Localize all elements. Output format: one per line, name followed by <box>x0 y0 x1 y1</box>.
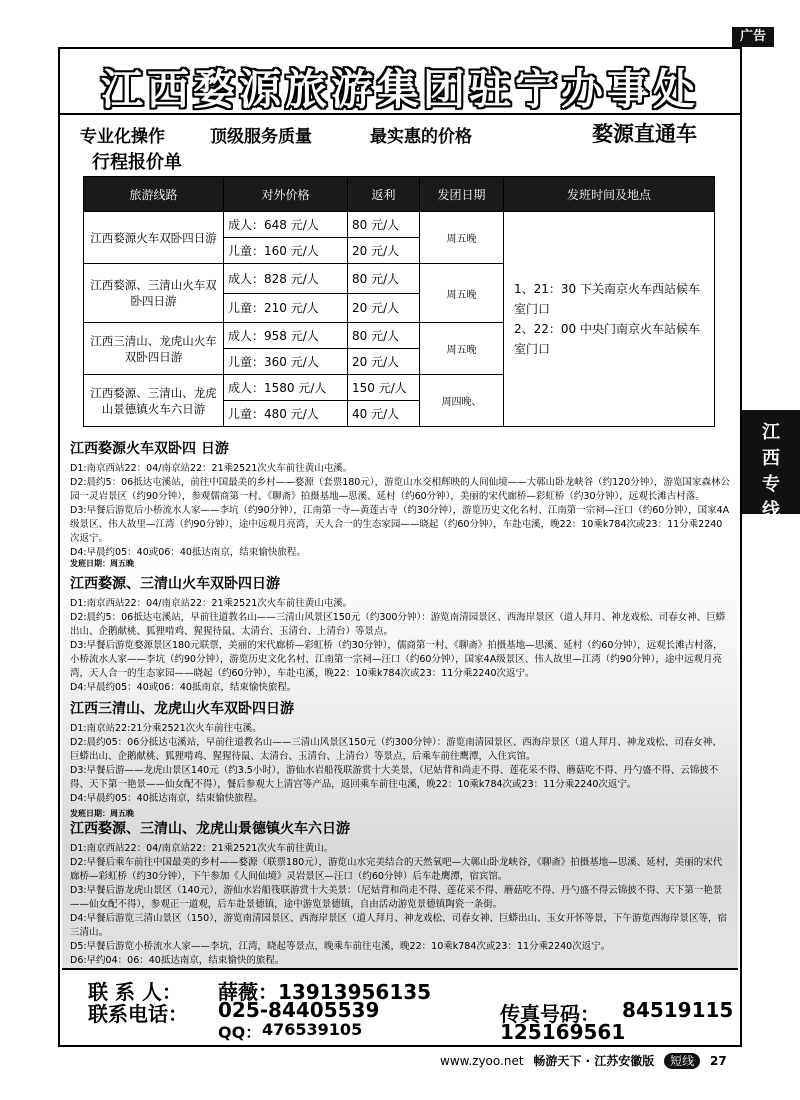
itinerary-day: D5:早餐后游览小桥流水人家——李坑，江湾，晓起等景点，晚乘车前往屯溪，晚22：10乘k784次或23：11分乘2240次返宁。 <box>70 941 611 952</box>
child-rebate: 40 元/人 <box>348 401 420 427</box>
child-price: 儿童：360 元/人 <box>224 349 348 375</box>
contact-qq: 476539105 <box>262 1020 363 1039</box>
footer-section-badge: 短线 <box>664 1053 700 1069</box>
depart-note: 发班日期：周五晚 <box>70 809 134 818</box>
itinerary-day: D2:晨约05：06分抵达屯溪站，早前往道教名山——三清山风景区150元（约300分钟）：游览南清园景区、西海岸景区（道人拜月、神龙戏松、司春女神、巨蟒出山、企鹅献桃、狐狸啃鸡、猩猩待鼠、太清台、玉清台、上清台）等景点，后乘车前往鹰潭，入住宾馆。 <box>70 737 722 762</box>
table-header-row <box>84 177 715 212</box>
itinerary-day: D3:早餐后游龙虎山景区（140元），游仙水岩船筏联游赏十大美景：（尼姑背和尚走不得、莲花采不得、蘑菇吃不得、丹勺盛不得云锦披不得、天下第一艳景——仙女配不得），参观正一道观，后车赴景德镇，途中游览景德镇，自由活动游览景德镇陶瓷一条街。 <box>70 885 723 910</box>
route-section-1 <box>70 438 730 560</box>
route-section-3 <box>70 698 730 823</box>
contact-phone: 025-84405539 <box>218 998 380 1022</box>
page-number: 27 <box>709 1054 727 1068</box>
contact-fax-2: 125169561 <box>500 1020 626 1044</box>
footer-url: www.zyoo.net <box>440 1054 524 1068</box>
adult-price: 成人：828 元/人 <box>224 264 348 294</box>
itinerary-day: D1:南京西站22：04/南京站22：21乘2521次火车前往黄山屯溪。 <box>70 598 353 609</box>
depart-note: 发班日期：周五晚 <box>70 559 134 568</box>
header <box>60 49 740 115</box>
depart-day: 周五晚 <box>420 323 504 375</box>
child-rebate: 20 元/人 <box>348 349 420 375</box>
slogan-price: 最实惠的价格 <box>370 127 472 147</box>
slogan-professional: 专业化操作 <box>80 127 165 147</box>
header-rebate: 返利 <box>348 177 420 212</box>
itinerary-day: D1:南京站22:21分乘2521次火车前往屯溪。 <box>70 723 262 734</box>
route-name: 江西婺源、三清山火车双卧四日游 <box>84 264 224 323</box>
itinerary-day: D4:早晨约05：40或06：40抵达南京，结束愉快旅程。 <box>70 547 306 558</box>
itinerary-day: D4:早晨约05：40抵达南京，结束愉快旅程。 <box>70 793 263 804</box>
slogan-service: 顶级服务质量 <box>210 127 312 147</box>
section-side-tab <box>742 410 800 521</box>
contact-block <box>62 968 738 1042</box>
child-price: 儿童：480 元/人 <box>224 401 348 427</box>
itinerary-day: D1:南京西站22：04/南京站22：21乘2521次火车前往黄山屯溪。 <box>70 463 353 474</box>
adult-price: 成人：648 元/人 <box>224 212 348 238</box>
footer <box>440 1052 733 1069</box>
itinerary-day: D6:早约04：06：40抵达南京，结束愉快的旅程。 <box>70 955 285 966</box>
child-price: 儿童：210 元/人 <box>224 293 348 323</box>
route-heading: 江西婺源、三清山、龙虎山景德镇火车六日游 <box>70 821 350 837</box>
contact-fax-label: 传真号码： <box>500 1002 600 1026</box>
table-row <box>84 212 715 238</box>
adult-price: 成人：1580 元/人 <box>224 375 348 401</box>
contact-person-label: 联 系 人： <box>88 980 182 1004</box>
child-rebate: 20 元/人 <box>348 238 420 264</box>
contact-person: 薛薇：13913956135 <box>218 980 432 1004</box>
itinerary-day: D4:早晨约05：40或06：40抵南京，结束愉快旅程。 <box>70 682 297 693</box>
adult-price: 成人：958 元/人 <box>224 323 348 349</box>
itinerary-day: D2:晨约5：06抵达屯溪站，前往中国最美的乡村——婺源（套票180元），游览山水交相辉映的人间仙境——大鄣山卧龙峡谷（约120分钟），游览国家森林公园一灵岩景区（约90分钟），参观儒商第一村、《聊斋》拍摄基地—思溪、延村（约60分钟），美丽的宋代廊桥—彩虹桥（约30分钟），远观长滩古村落。 <box>70 477 730 502</box>
adult-rebate: 150 元/人 <box>348 375 420 401</box>
route-heading: 江西三清山、龙虎山火车双卧四日游 <box>70 701 294 717</box>
route-name: 江西三清山、龙虎山火车双卧四日游 <box>84 323 224 375</box>
contact-qq-label: QQ： <box>218 1023 262 1042</box>
header-price: 对外价格 <box>224 177 348 212</box>
route-section-4 <box>70 818 730 968</box>
page-title: 江西婺源旅游集团驻宁办事处 <box>100 65 699 114</box>
depart-day: 周五晚 <box>420 264 504 323</box>
itinerary-day: D4:早餐后游览三清山景区（150），游览南清园景区、西海岸景区（道人拜月、神龙戏松、司春女神、巨蟒出山、玉女开怀等景，下午游览西海岸景区等，宿三清山。 <box>70 913 727 938</box>
depart-times <box>504 212 715 427</box>
contact-fax: 84519115 <box>622 998 734 1022</box>
adult-rebate: 80 元/人 <box>348 323 420 349</box>
depart-time-2: 2、22：00 中央门南京火车站候车室门口 <box>514 322 700 356</box>
header-times: 发班时间及地点 <box>504 177 715 212</box>
header-depart: 发团日期 <box>420 177 504 212</box>
depart-day: 周五晚 <box>420 212 504 264</box>
footer-magazine: 畅游天下 · 江苏安徽版 <box>533 1054 655 1068</box>
child-price: 儿童：160 元/人 <box>224 238 348 264</box>
header-route: 旅游线路 <box>84 177 224 212</box>
route-section-2 <box>70 556 730 695</box>
contact-phone-label: 联系电话： <box>88 1002 188 1026</box>
adult-rebate: 80 元/人 <box>348 264 420 294</box>
depart-day: 周四晚、 <box>420 375 504 427</box>
adult-rebate: 80 元/人 <box>348 212 420 238</box>
direct-bus-label: 婺源直通车 <box>592 122 697 146</box>
itinerary-day: D2:晨约5：06抵达屯溪站，早前往道教名山——三清山风景区150元（约300分钟）：游览南清园景区、西海岸景区（道人拜月、神龙戏松、司春女神、巨蟒出山、企鹅献桃、狐狸啃鸡、猩猩待鼠、太清台、玉清台、上清台）等景点。 <box>70 612 726 637</box>
route-name: 江西婺源、三清山、龙虎山景德镇火车六日游 <box>84 375 224 427</box>
itinerary-day: D2:早餐后乘车前往中国最美的乡村——婺源（联票180元），游览山水完美结合的天然氧吧—大鄣山卧龙峡谷，《聊斋》拍摄基地—思溪、延村，美丽的宋代廊桥—彩虹桥（约30分钟），下午参加《人间仙境》灵岩景区—汪口（约60分钟）后车赴鹰潭，宿宾馆。 <box>70 857 723 882</box>
itinerary-day: D1:南京西站22：04/南京站22：21乘2521次火车前往黄山。 <box>70 843 334 854</box>
ad-tag: 广告 <box>732 27 774 47</box>
side-tab-label: 江西专线 <box>762 422 780 521</box>
depart-time-1: 1、21：30 下关南京火车西站候车室门口 <box>514 282 700 316</box>
route-heading: 江西婺源、三清山火车双卧四日游 <box>70 576 280 592</box>
route-heading: 江西婺源火车双卧四 日游 <box>70 441 229 457</box>
price-table <box>83 176 715 427</box>
route-name: 江西婺源火车双卧四日游 <box>84 212 224 264</box>
itinerary-day: D3:早餐后游览后小桥流水人家——李坑（约90分钟），江南第一寺—黄莲古寺（约30分钟），游览历史文化名村、江南第一宗祠—汪口（约60分钟），国家4A级景区、伟人故里—江湾（约90分钟），途中远观月亮湾，天人合一的生态家园——晓起（约60分钟），车赴屯溪，晚22：10乘k784次或23：11分乘2240次返宁。 <box>70 505 730 544</box>
itinerary-day: D3:早餐后游览婺源景区180元联票，美丽的宋代廊桥—彩虹桥（约30分钟），儒商第一村、《聊斋》拍摄基地—思溪、延村（约60分钟），远观长滩古村落，小桥流水人家——李坑（约90分钟），游览历史文化名村、江南第一宗祠—汪口（约60分钟），国家4A级景区、伟人故里—江湾（约90分钟），途中远观月亮湾，天人合一的生态家园——晓起（约60分钟），车赴屯溪，晚22：10乘k784次或23：11分乘2240次返宁。 <box>70 640 723 679</box>
itinerary-day: D3:早餐后游——龙虎山景区140元（约3.5小时），游仙水岩船筏联游赏十大美景，（尼姑背和尚走不得、莲花采不得、蘑菇吃不得、丹勺盛不得、云锦披不得、天下第一艳景——仙女配不得），餐后参观大上清宫等产品，返回乘车前往屯溪，晚22：10乘k784次或23：11分乘2240次返宁。 <box>70 765 719 790</box>
itinerary-title: 行程报价单 <box>92 152 182 173</box>
child-rebate: 20 元/人 <box>348 293 420 323</box>
